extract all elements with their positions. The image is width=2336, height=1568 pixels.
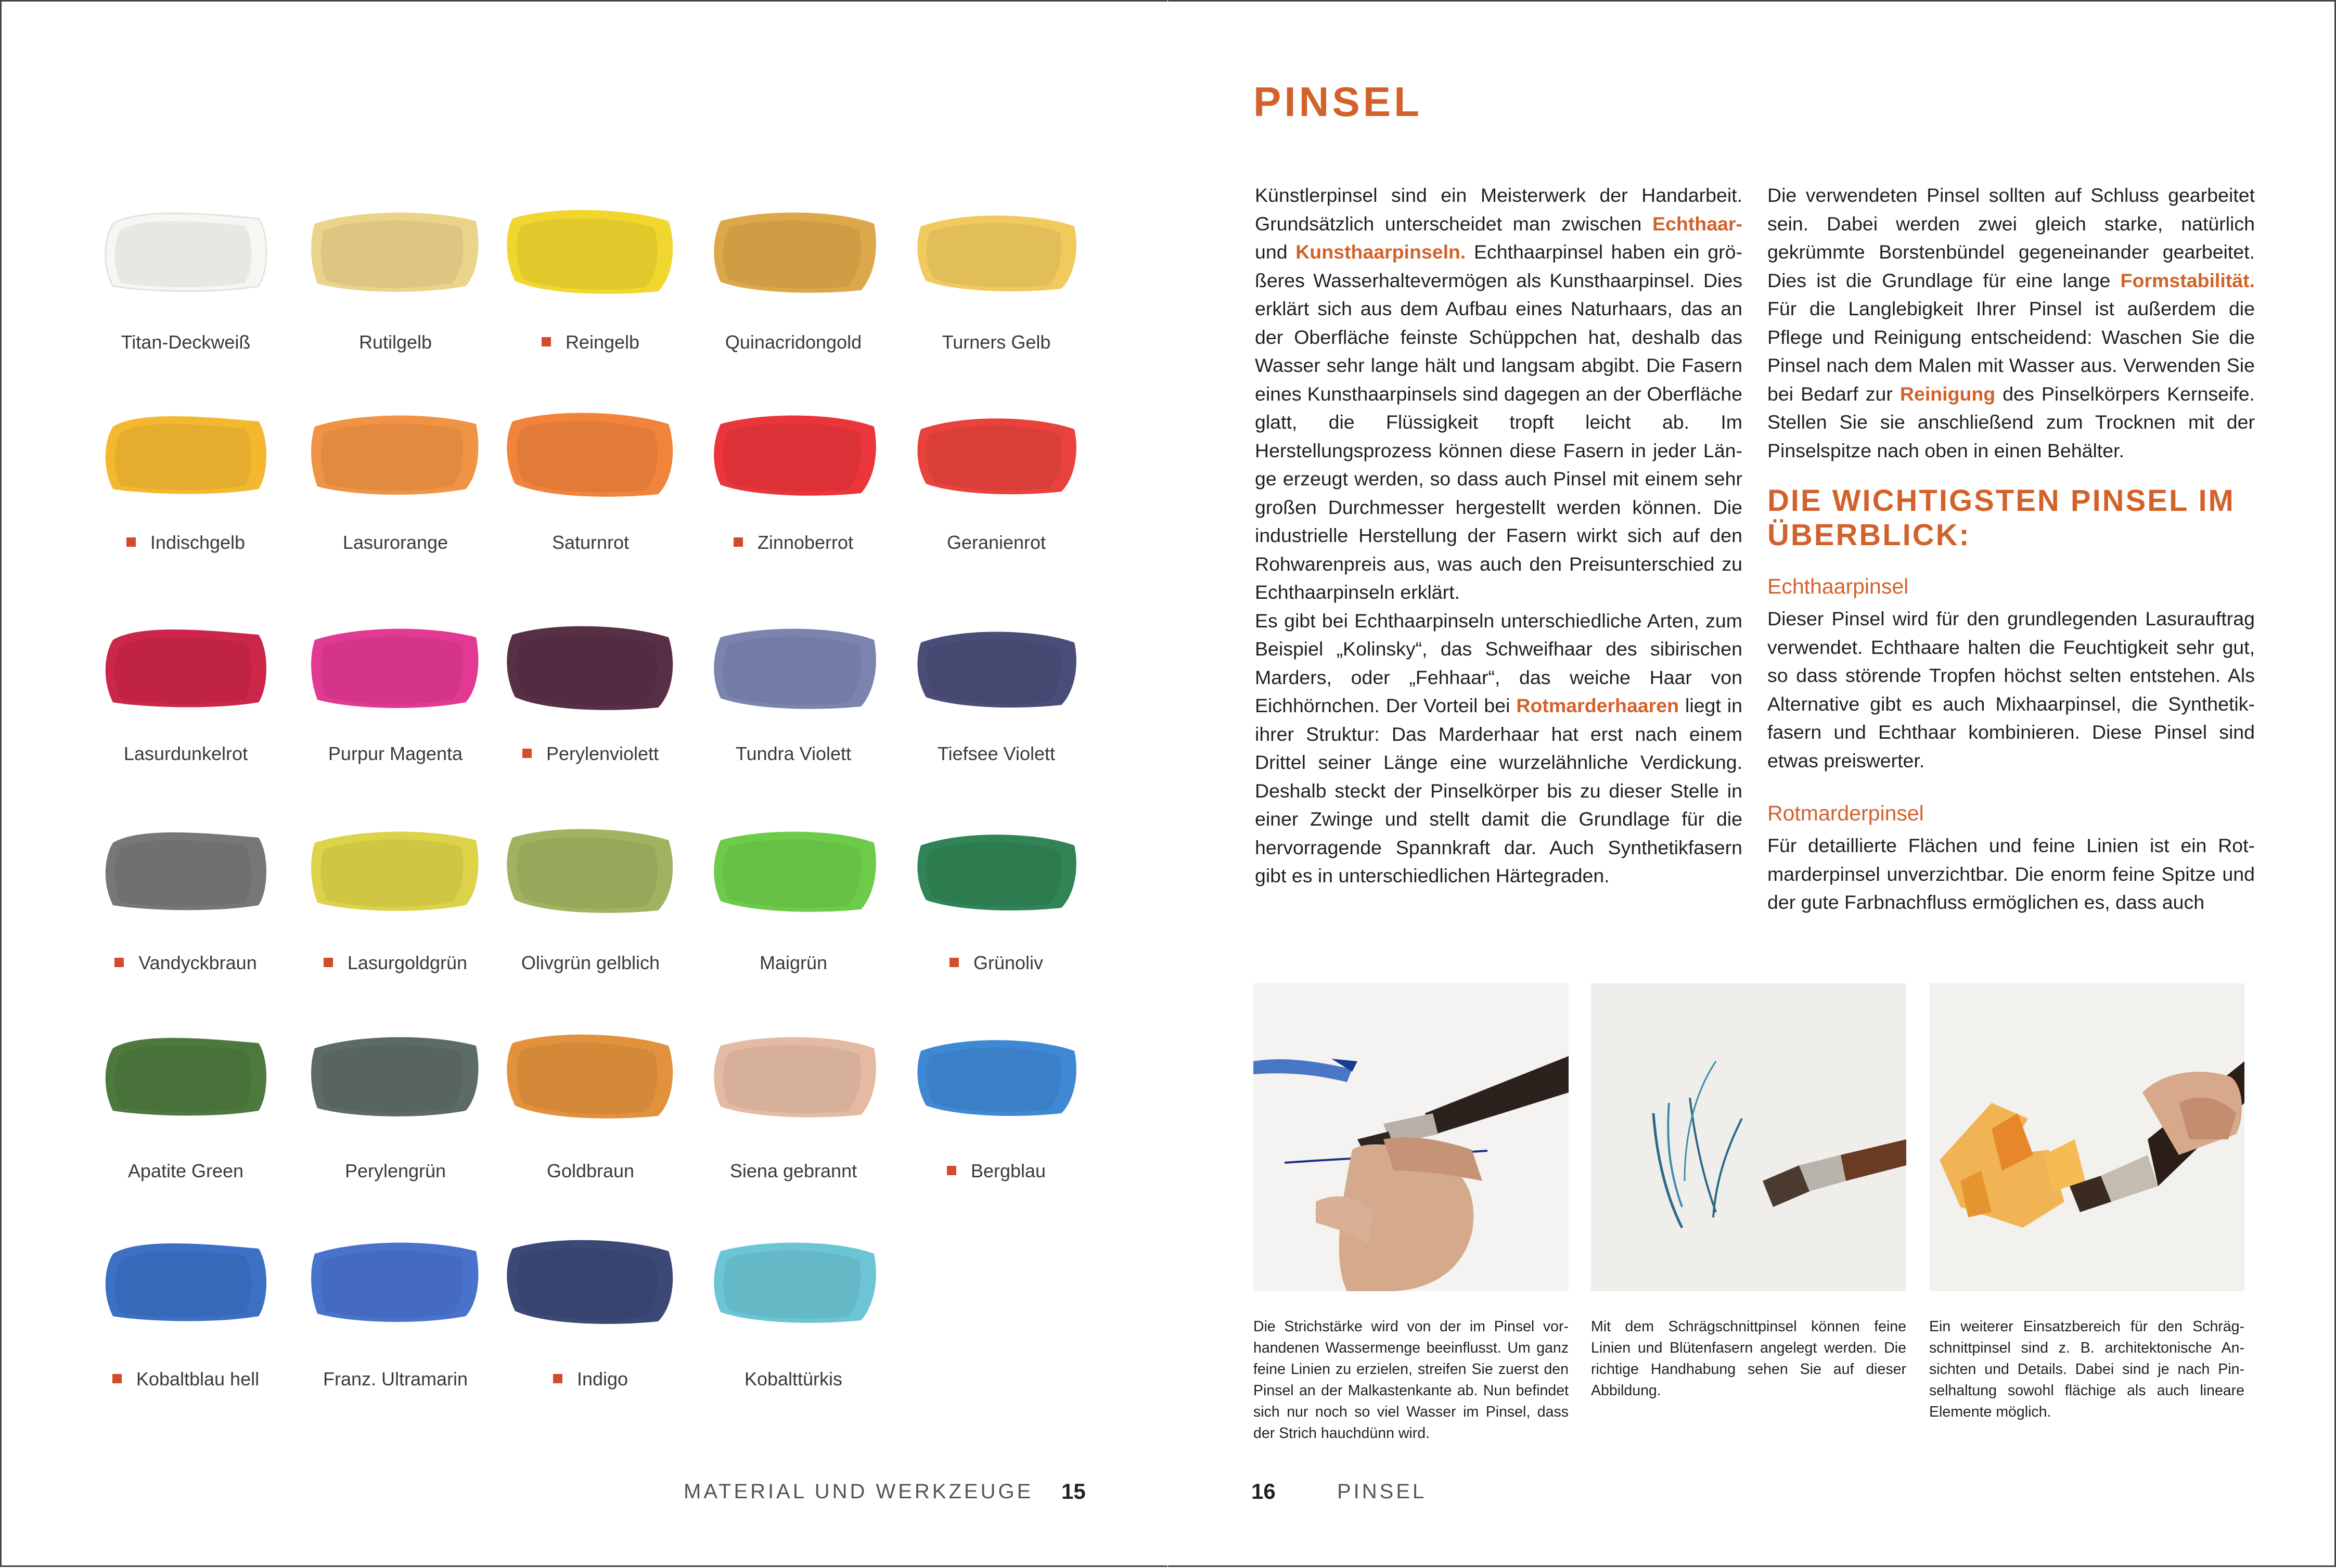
swatch-label — [294, 1368, 497, 1390]
swatch-name: Quinacridongold — [725, 331, 862, 353]
swatch-name: Purpur Magenta — [328, 743, 463, 764]
swatch-name: Perylengrün — [344, 1160, 446, 1181]
swatch-label — [294, 532, 497, 554]
color-swatch — [705, 203, 882, 297]
swatch-name: Maigrün — [759, 952, 828, 973]
color-swatch — [908, 822, 1085, 916]
swatch-name: Apatite Green — [127, 1160, 244, 1181]
swatch-label — [294, 743, 497, 765]
swatch-label — [84, 331, 287, 353]
highlight-term: Formstabilität. — [2120, 269, 2255, 291]
swatch-label — [84, 532, 287, 554]
color-swatch — [502, 1233, 679, 1327]
swatch-label — [294, 952, 497, 974]
paragraph-1: Künstlerpinsel sind ein Meisterwerk der Handarbeit. Grundsätzlich unterscheidet man zwischen Echthaar- und Kunsthaarpinseln. Echthaarpinsel haben ein größeres Wasserhaltevermögen als Kunsthaarpinsel. Dies erklärt sich aus dem Aufbau eines Naturhaars, das an der Oberfläche feinste Schüppchen hat, deshalb das Wasser sehr lange hält und langsam abgibt. Die Fasern eines Kunsthaarpinsels sind dagegen an der Oberfläche glatt, die Flüssigkeit tropft leicht ab. Im Herstellungsprozess können diese Fasern in jeder Länge erzeugt werden, so dass auch Pinsel mit einem sehr großen Durchmesser hergestellt werden können. Die industrielle Herstellung der Fasern wirkt sich auf den Rohwarenpreis aus, was auch den Preisunterschied zu Echthaarpinseln erklärt. — [1255, 184, 1742, 603]
rotmarder-text: Für detaillierte Flächen und feine Linien ist ein Rotmarderpinsel unverzichtbar. Die enorm feine Spitze und der gute Farbnachfluss ermöglichen es, dass auch — [1767, 834, 2255, 913]
color-swatch — [502, 619, 679, 713]
folio-left: MATERIAL UND WERKZEUGE — [684, 1480, 1034, 1503]
swatch-name: Grünoliv — [973, 952, 1044, 973]
swatch-label — [692, 952, 895, 974]
color-swatch — [908, 619, 1085, 713]
swatch-name: Siena gebrannt — [729, 1160, 857, 1181]
swatch-label — [692, 743, 895, 765]
swatch-name: Olivgrün gelblich — [521, 952, 660, 973]
page-number-right: 16 — [1251, 1479, 1276, 1503]
color-swatch — [307, 619, 484, 713]
swatch-name: Geranienrot — [946, 532, 1046, 553]
echthaar-heading: Echthaarpinsel — [1767, 574, 1909, 598]
right-page — [1168, 0, 2336, 1568]
echthaar-text: Dieser Pinsel wird für den grundlegenden Lasurauftrag verwendet. Echthaare halten die Feuchtigkeit sehr gut, so dass störende Tropfen höchst selten entstehen. Als Alternative gibt es auch Mixhaarpinsel, die Synthetikfasern und Echthaar kombinieren. Diese Pinsel sind etwas preiswerter. — [1767, 608, 2255, 772]
paragraph-2: Es gibt bei Echthaarpinseln unterschiedliche Arten, zum Beispiel „Kolinsky“, das Schweifhaar des sibirischen Marders, oder „Fehhaar“, das weiche Haar von Eichhörnchen. Der Vorteil bei Rotmarderhaaren liegt in ihrer Struktur: Das Marderhaar hat erst nach einem Drittel seiner Länge eine wurzelähnliche Verdickung. Deshalb steckt der Pinselkörper bis zu dieser Stelle in einer Zwinge und stellt damit die Grundlage für die hervorragende Spannkraft dar. Auch Synthetikfasern gibt es in unterschiedlichen Härtegraden. — [1255, 609, 1742, 886]
text-column-1 — [1255, 181, 1742, 890]
marker-square-icon — [522, 749, 532, 758]
color-swatch — [502, 406, 679, 499]
swatch-label — [294, 331, 497, 353]
marker-square-icon — [553, 1374, 562, 1383]
marker-square-icon — [112, 1374, 122, 1383]
swatch-label — [294, 1160, 497, 1182]
color-swatch — [705, 619, 882, 713]
color-swatch — [97, 822, 274, 916]
color-swatch — [705, 1233, 882, 1327]
swatch-name: Reingelb — [565, 331, 640, 353]
color-swatch — [908, 203, 1085, 297]
marker-square-icon — [114, 958, 124, 967]
color-swatch — [705, 1027, 882, 1121]
color-swatch — [307, 203, 484, 297]
highlight-term: Kunsthaarpinseln. — [1295, 241, 1466, 263]
marker-square-icon — [126, 537, 136, 547]
swatch-name: Turners Gelb — [942, 331, 1051, 353]
marker-square-icon — [949, 958, 959, 967]
section-heading: DIE WICHTIGSTEN PINSEL IM ÜBERBLICK: — [1767, 484, 2235, 552]
highlight-term: Reinigung — [1899, 382, 1996, 405]
swatch-name: Titan-Deckweiß — [121, 331, 251, 353]
swatch-name: Tundra Violett — [735, 743, 852, 764]
swatch-label — [692, 1368, 895, 1390]
rotmarder-heading: Rotmarderpinsel — [1767, 801, 1924, 825]
photo-brush-line — [1253, 983, 1569, 1291]
swatch-name: Franz. Ultramarin — [323, 1368, 468, 1390]
swatch-name: Indischgelb — [150, 532, 246, 553]
color-swatch — [908, 1027, 1085, 1121]
swatch-label — [84, 1160, 287, 1182]
color-swatch — [307, 406, 484, 499]
color-swatch — [97, 1233, 274, 1327]
swatch-label — [895, 952, 1098, 974]
swatch-name: Tiefsee Violett — [937, 743, 1056, 764]
highlight-term: Echthaar- — [1652, 212, 1742, 235]
swatch-label — [84, 952, 287, 974]
paragraph-care: Die verwendeten Pinsel sollten auf Schluss gearbeitet sein. Dabei werden zwei gleich starke, natürlich gekrümmte Borstenbündel gegeneinander gearbeitet. Dies ist die Grundlage für eine lange Formstabilität. Für die Langlebigkeit Ihrer Pinsel ist außerdem die Pflege und Reinigung entscheidend: Waschen Sie die Pinsel nach dem Malen mit Wasser aus. Verwenden Sie bei Bedarf zur Reinigung des Pinselkörpers Kernseife. Stellen Sie sie anschließend zum Trocknen mit der Pinselspitze nach oben in einen Behälter. — [1767, 184, 2255, 461]
swatch-name: Indigo — [576, 1368, 628, 1390]
swatch-label — [84, 1368, 287, 1390]
swatch-name: Zinnoberrot — [757, 532, 854, 553]
page-number-left: 15 — [1061, 1479, 1086, 1503]
caption-2: Mit dem Schrägschnittpinsel können feine Linien und Blütenfasern angelegt werden. Die richtige Handhabung sehen Sie auf dieser Abbildung. — [1591, 1318, 1906, 1399]
swatch-label — [489, 331, 692, 353]
swatch-label — [489, 743, 692, 765]
color-swatch — [502, 822, 679, 916]
swatch-name: Saturnrot — [551, 532, 630, 553]
color-swatch — [307, 1027, 484, 1121]
swatch-name: Kobalttürkis — [744, 1368, 843, 1390]
swatch-label — [692, 1160, 895, 1182]
caption-1: Die Strichstärke wird von der im Pinsel vorhandenen Wassermenge beeinflusst. Um ganz feine Linien zu erzielen, streifen Sie zuerst den Pinsel an der Malkastenkante ab. Nun befindet sich nur noch so viel Wasser im Pinsel, dass der Strich hauchdünn wird. — [1253, 1318, 1569, 1442]
color-swatch — [307, 822, 484, 916]
marker-square-icon — [947, 1166, 956, 1175]
swatch-label — [489, 532, 692, 554]
swatch-name: Perylenviolett — [546, 743, 659, 764]
swatch-label — [489, 952, 692, 974]
swatch-label — [692, 532, 895, 554]
marker-square-icon — [542, 337, 551, 346]
photo-angled-brush-lines — [1591, 983, 1906, 1291]
color-swatch — [97, 203, 274, 297]
folio-right: PINSEL — [1337, 1480, 1427, 1503]
text-column-2 — [1767, 181, 2255, 465]
color-swatch — [502, 1027, 679, 1121]
swatch-label — [895, 743, 1098, 765]
swatch-name: Goldbraun — [546, 1160, 635, 1181]
swatch-name: Lasurdunkelrot — [123, 743, 248, 764]
swatch-name: Rutilgelb — [358, 331, 432, 353]
swatch-label — [692, 331, 895, 353]
caption-3: Ein weiterer Einsatzbereich für den Schrägschnittpinsel sind z. B. architektonische Ansichten und Details. Dabei sind je nach Pinselhaltung sowohl flächige als auch lineare Elemente möglich. — [1929, 1318, 2244, 1420]
marker-square-icon — [324, 958, 333, 967]
swatch-label — [895, 331, 1098, 353]
swatch-label — [895, 1160, 1098, 1182]
swatch-name: Kobaltblau hell — [136, 1368, 260, 1390]
photo-angled-brush-shapes — [1929, 983, 2244, 1291]
color-swatch — [908, 406, 1085, 499]
color-swatch — [97, 406, 274, 499]
color-swatch — [502, 203, 679, 297]
page-title: PINSEL — [1253, 79, 1422, 125]
color-swatch — [97, 1027, 274, 1121]
swatch-label — [84, 743, 287, 765]
swatch-label — [489, 1368, 692, 1390]
swatch-label — [895, 532, 1098, 554]
color-swatch — [705, 822, 882, 916]
color-swatch — [307, 1233, 484, 1327]
swatch-name: Lasurorange — [342, 532, 448, 553]
swatch-name: Bergblau — [970, 1160, 1046, 1181]
color-swatch — [705, 406, 882, 499]
marker-square-icon — [734, 537, 743, 547]
highlight-term: Rotmarderhaaren — [1516, 695, 1679, 716]
swatch-name: Lasurgoldgrün — [347, 952, 468, 973]
swatch-name: Vandyckbraun — [138, 952, 257, 973]
color-swatch — [97, 619, 274, 713]
swatch-label — [489, 1160, 692, 1182]
